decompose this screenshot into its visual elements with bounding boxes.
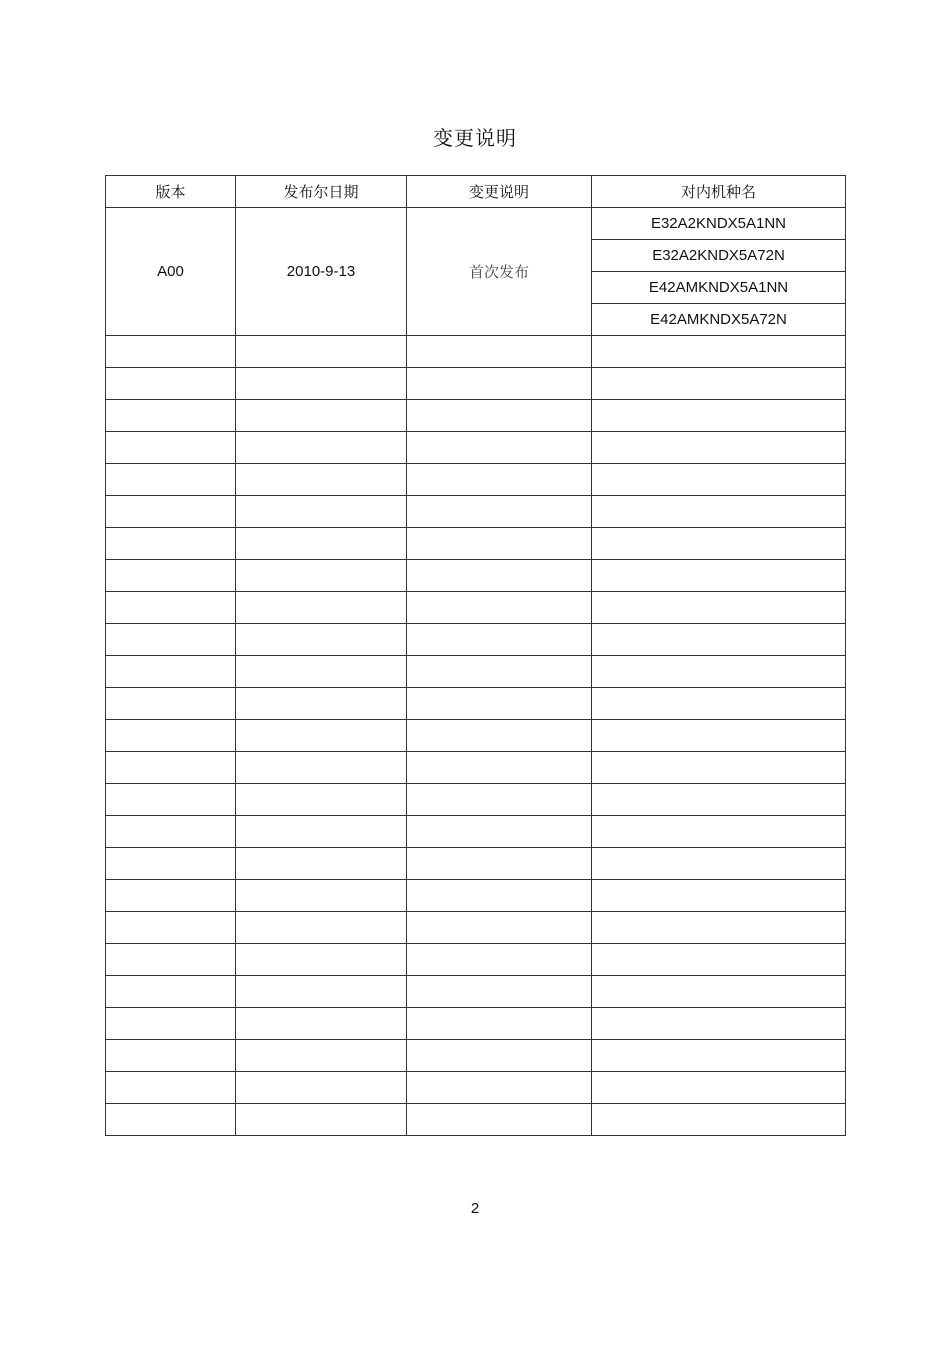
empty-cell (592, 1072, 846, 1104)
header-change-description: 变更说明 (407, 176, 592, 208)
empty-cell (592, 400, 846, 432)
empty-cell (106, 528, 236, 560)
empty-cell (592, 528, 846, 560)
empty-cell (407, 464, 592, 496)
empty-cell (592, 1104, 846, 1136)
empty-cell (236, 624, 407, 656)
empty-cell (106, 624, 236, 656)
empty-cell (592, 944, 846, 976)
table-row (106, 816, 846, 848)
table-row (106, 400, 846, 432)
empty-cell (592, 848, 846, 880)
page-number: 2 (470, 1200, 480, 1217)
empty-cell (236, 816, 407, 848)
empty-cell (106, 880, 236, 912)
empty-cell (236, 1104, 407, 1136)
empty-cell (236, 336, 407, 368)
table-row (106, 752, 846, 784)
empty-cell (592, 560, 846, 592)
empty-cell (407, 1072, 592, 1104)
release-date-cell: 2010-9-13 (236, 208, 407, 336)
empty-cell (236, 688, 407, 720)
empty-cell (106, 336, 236, 368)
empty-cell (106, 1072, 236, 1104)
empty-cell (236, 432, 407, 464)
empty-cell (236, 400, 407, 432)
table-row (106, 880, 846, 912)
model-name-cell: E32A2KNDX5A72N (592, 240, 846, 272)
empty-cell (236, 784, 407, 816)
empty-cell (106, 368, 236, 400)
empty-cell (106, 592, 236, 624)
empty-cell (407, 784, 592, 816)
table-row (106, 784, 846, 816)
empty-cell (236, 528, 407, 560)
empty-cell (407, 688, 592, 720)
empty-cell (106, 848, 236, 880)
empty-cell (106, 432, 236, 464)
empty-cell (592, 688, 846, 720)
table-row (106, 464, 846, 496)
empty-cell (592, 976, 846, 1008)
empty-cell (106, 720, 236, 752)
empty-cell (106, 1040, 236, 1072)
table-row (106, 528, 846, 560)
empty-cell (592, 1008, 846, 1040)
empty-cell (407, 944, 592, 976)
empty-cell (236, 368, 407, 400)
empty-cell (592, 1040, 846, 1072)
empty-cell (236, 976, 407, 1008)
empty-cell (236, 464, 407, 496)
empty-cell (106, 816, 236, 848)
empty-cell (106, 496, 236, 528)
empty-cell (106, 1008, 236, 1040)
empty-cell (592, 432, 846, 464)
empty-cell (407, 848, 592, 880)
model-name-cell: E32A2KNDX5A1NN (592, 208, 846, 240)
empty-cell (407, 368, 592, 400)
empty-cell (106, 656, 236, 688)
empty-cell (106, 688, 236, 720)
empty-cell (407, 624, 592, 656)
table-row (106, 496, 846, 528)
empty-cell (407, 336, 592, 368)
empty-cell (106, 464, 236, 496)
empty-cell (106, 752, 236, 784)
empty-cell (106, 1104, 236, 1136)
empty-cell (407, 528, 592, 560)
empty-cell (236, 1008, 407, 1040)
empty-cell (592, 816, 846, 848)
empty-cell (407, 880, 592, 912)
table-row (106, 1104, 846, 1136)
table-row (106, 592, 846, 624)
table-row (106, 560, 846, 592)
empty-cell (407, 976, 592, 1008)
empty-cell (592, 912, 846, 944)
header-version: 版本 (106, 176, 236, 208)
table-row (106, 944, 846, 976)
empty-cell (407, 592, 592, 624)
table-row (106, 624, 846, 656)
table-header-row (106, 176, 846, 208)
empty-cell (407, 912, 592, 944)
empty-cell (592, 720, 846, 752)
table-row (106, 432, 846, 464)
empty-cell (106, 976, 236, 1008)
empty-cell (236, 592, 407, 624)
empty-cell (106, 560, 236, 592)
page-title: 变更说明 (433, 126, 517, 150)
change-description-cell: 首次发布 (407, 208, 592, 336)
empty-cell (592, 496, 846, 528)
empty-cell (236, 848, 407, 880)
table-row (106, 688, 846, 720)
empty-cell (592, 592, 846, 624)
empty-cell (592, 336, 846, 368)
empty-cell (407, 1040, 592, 1072)
header-release-date: 发布尔日期 (236, 176, 407, 208)
empty-cell (236, 560, 407, 592)
empty-cell (407, 656, 592, 688)
empty-cell (236, 944, 407, 976)
empty-cell (592, 784, 846, 816)
empty-cell (407, 1104, 592, 1136)
empty-cell (236, 880, 407, 912)
empty-cell (236, 912, 407, 944)
table-row (106, 976, 846, 1008)
empty-cell (106, 784, 236, 816)
empty-cell (407, 1008, 592, 1040)
empty-cell (106, 400, 236, 432)
empty-cell (236, 752, 407, 784)
model-name-cell: E42AMKNDX5A72N (592, 304, 846, 336)
empty-cell (236, 1040, 407, 1072)
table-row (106, 1040, 846, 1072)
table-row (106, 912, 846, 944)
table-row (106, 720, 846, 752)
empty-cell (592, 624, 846, 656)
empty-cell (592, 464, 846, 496)
change-log-table (105, 175, 846, 1136)
empty-cell (592, 656, 846, 688)
empty-cell (592, 880, 846, 912)
empty-cell (407, 720, 592, 752)
version-cell: A00 (106, 208, 236, 336)
empty-cell (592, 752, 846, 784)
empty-cell (407, 496, 592, 528)
table-row (106, 368, 846, 400)
table-row (106, 1072, 846, 1104)
table-row (106, 208, 846, 240)
model-name-cell: E42AMKNDX5A1NN (592, 272, 846, 304)
empty-cell (236, 720, 407, 752)
empty-cell (236, 1072, 407, 1104)
header-internal-model-name: 对内机种名 (592, 176, 846, 208)
table-row (106, 336, 846, 368)
table-row (106, 1008, 846, 1040)
table-row (106, 848, 846, 880)
empty-cell (407, 560, 592, 592)
empty-cell (407, 752, 592, 784)
empty-cell (236, 656, 407, 688)
table-row (106, 656, 846, 688)
empty-cell (407, 816, 592, 848)
empty-cell (407, 400, 592, 432)
empty-cell (407, 432, 592, 464)
empty-cell (236, 496, 407, 528)
empty-cell (106, 944, 236, 976)
empty-cell (592, 368, 846, 400)
empty-cell (106, 912, 236, 944)
